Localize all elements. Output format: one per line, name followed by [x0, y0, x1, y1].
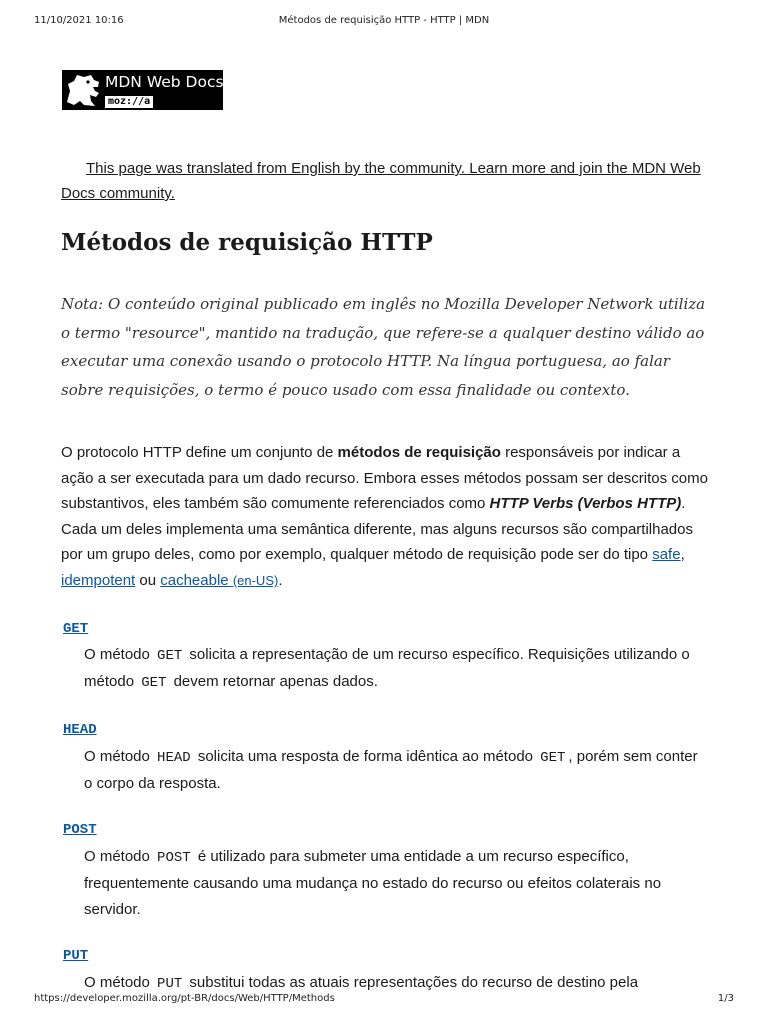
get-code-2: GET: [141, 675, 167, 691]
logo-brand-text: MDN Web Docs: [105, 73, 224, 91]
translation-notice-link[interactable]: This page was translated from English by the community. Learn more and join the MDN Web Docs community.: [61, 160, 701, 202]
mdn-logo[interactable]: [62, 70, 223, 110]
print-page-number: 1/3: [717, 993, 734, 1004]
intro-sep-2: ou: [135, 571, 161, 589]
post-desc-text-1: O método: [84, 848, 155, 865]
intro-text-2: responsáveis por indicar a ação a ser executada para um dado recurso. Embora esses métodos possam ser descritos como substantivos, eles também são comumente referenciados como: [61, 444, 708, 513]
translation-note: Nota: O conteúdo original publicado em inglês no Mozilla Developer Network utiliza o termo "resource", mantido na tradução, que refere-se a qualquer destino válido ao executar uma conexão usando o protocolo HTTP. Na língua portuguesa, ao falar sobre requisições, o termo é pouco usado com essa finalidade ou contexto.: [61, 295, 706, 399]
print-page-title: Métodos de requisição HTTP - HTTP | MDN: [278, 15, 490, 26]
intro-sep-1: ,: [680, 546, 685, 564]
intro-text-1: O protocolo HTTP define um conjunto de: [61, 444, 338, 461]
get-desc-text-1: O método: [84, 646, 155, 663]
head-desc-text-2: solicita uma resposta de forma idêntica ao método: [193, 748, 538, 765]
post-code-1: POST: [157, 850, 191, 866]
head-desc-text-1: O método: [84, 748, 155, 765]
put-code-1: PUT: [157, 976, 183, 992]
en-us-badge: (en-US): [232, 572, 279, 588]
method-description-post: [84, 844, 704, 923]
intro-text-3: . Cada um deles implementa uma semântica diferente, mas alguns recursos são compartilhados por um grupo deles, como por exemplo, qualquer método de requisição pode ser do tipo: [61, 495, 693, 564]
page-title: Métodos de requisição HTTP: [61, 229, 433, 256]
print-footer: [34, 993, 734, 1009]
method-description-get: [84, 642, 704, 696]
head-desc-text-3: , porém sem conter o corpo da resposta.: [84, 748, 698, 792]
get-code-1: GET: [157, 648, 183, 664]
intro-end: .: [278, 571, 283, 589]
method-term-put[interactable]: PUT: [63, 948, 89, 964]
method-term-head[interactable]: HEAD: [63, 722, 97, 738]
method-term-post[interactable]: POST: [63, 822, 97, 838]
cacheable-link-text: cacheable: [160, 571, 229, 589]
head-code-2: GET: [540, 750, 566, 766]
method-term-get[interactable]: GET: [63, 621, 89, 637]
put-desc-text-1: O método: [84, 974, 155, 991]
intro-paragraph: [61, 440, 709, 594]
print-date: 11/10/2021 10:16: [34, 15, 124, 26]
print-url: https://developer.mozilla.org/pt-BR/docs/Web/HTTP/Methods: [34, 993, 335, 1004]
get-desc-text-2: solicita a representação de um recurso específico. Requisições utilizando o método: [84, 646, 690, 690]
translation-notice: [61, 156, 701, 206]
get-desc-text-3: devem retornar apenas dados.: [169, 673, 378, 690]
intro-bold-verbs: HTTP Verbs (Verbos HTTP): [489, 495, 682, 513]
idempotent-link[interactable]: idempotent: [61, 571, 136, 589]
method-description-head: [84, 744, 704, 797]
print-header: [34, 15, 734, 31]
post-desc-text-2: é utilizado para submeter uma entidade a um recurso específico, frequentemente causando uma mudança no estado do recurso ou efeitos colaterais no servidor.: [84, 848, 662, 918]
head-code-1: HEAD: [157, 750, 191, 766]
cacheable-link[interactable]: [160, 572, 278, 589]
mozilla-wordmark: moz://a: [105, 96, 153, 108]
intro-bold-methods: métodos de requisição: [337, 444, 501, 461]
put-desc-text-2: substitui todas as atuais representações do recurso de destino pela: [185, 974, 639, 991]
dinosaur-head-icon: [64, 72, 102, 108]
safe-link[interactable]: safe: [652, 546, 681, 564]
